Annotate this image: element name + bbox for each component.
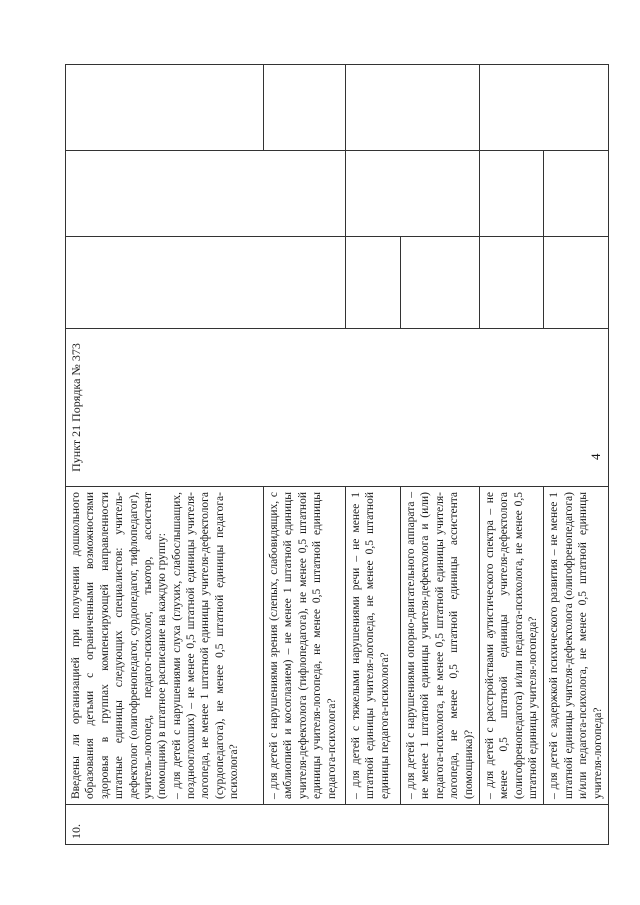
answer-cell [66, 237, 346, 329]
answer-cell [66, 151, 346, 237]
sub-question-vision: – для детей с нарушениями зрения (слепых, слабовидящих, с амблиопией и косоглазием) – не менее 1 штатной единицы учителя-дефектолога (тифлопедагога), не менее 0,5 штатной единицы учителя-логопеда, не менее 0,5 штатной единицы педагога-психолога? [264, 487, 346, 805]
answer-cell [479, 237, 544, 329]
row-number: 10. [66, 805, 609, 845]
answer-cell [544, 237, 609, 329]
answer-cell [264, 65, 346, 151]
sub-question-speech: – для детей с тяжелыми нарушениями речи – не менее 1 штатной единицы учителя-логопеда, не менее 0,5 штатной единицы педагога-психолога? [346, 487, 401, 805]
answer-cell [479, 65, 608, 151]
answer-cell [66, 65, 264, 151]
answer-cell [346, 151, 480, 237]
sub-question-hearing: – для детей с нарушениями слуха (глухих, слабослышащих, позднооглохших) – не менее 0,5 штатной единицы учителя-логопеда, не менее 1 штатной единицы учителя-дефектолога (сурдопедагога), не менее 0,5 штатной единицы педагога-психолога? [170, 492, 241, 799]
checklist-table [65, 64, 609, 845]
answer-cell [479, 151, 544, 237]
page-number: 4 [588, 453, 603, 460]
answer-cell [346, 237, 401, 329]
sub-question-autism: – для детей с расстройствами аутистического спектра – не менее 0,5 штатной единицы учителя-дефектолога (олигофренопедагога) и/или педагога-психолога, не менее 0,5 штатной единицы учителя-логопеда? [479, 487, 544, 805]
sub-question-musculoskeletal: – для детей с нарушениями опорно-двигательного аппарата – не менее 1 штатной единицы учителя-дефектолога и (или) педагога-психолога, не менее 0,5 штатной единицы учителя-логопеда, не менее 0,5 штатной единицы ассистента (помощника)? [401, 487, 480, 805]
main-question: Введены ли организацией при получении дошкольного образования детьми с ограниченными возможностями здоровья в группах компенсирующей направленности штатные единицы следующих специалистов: учитель-дефектолог (олигофренопедагог, сурдопедагог, тифлопедагог), учитель-логопед, педагог-психолог, тьютор, ассистент (помощник) в штатное расписание на каждую группу: [70, 492, 169, 799]
table-row [66, 65, 264, 845]
normative-reference: Пункт 21 Порядка № 373 [66, 329, 609, 487]
sub-question-delay: – для детей с задержкой психического развития – не менее 1 штатной единицы учителя-дефектолога (олигофренопедагога) и/или педагога-психолога, не менее 0,5 штатной единицы учителя-логопеда? [544, 487, 609, 805]
question-text [66, 487, 264, 805]
answer-cell [401, 237, 480, 329]
answer-cell [346, 65, 480, 151]
answer-cell [544, 151, 609, 237]
